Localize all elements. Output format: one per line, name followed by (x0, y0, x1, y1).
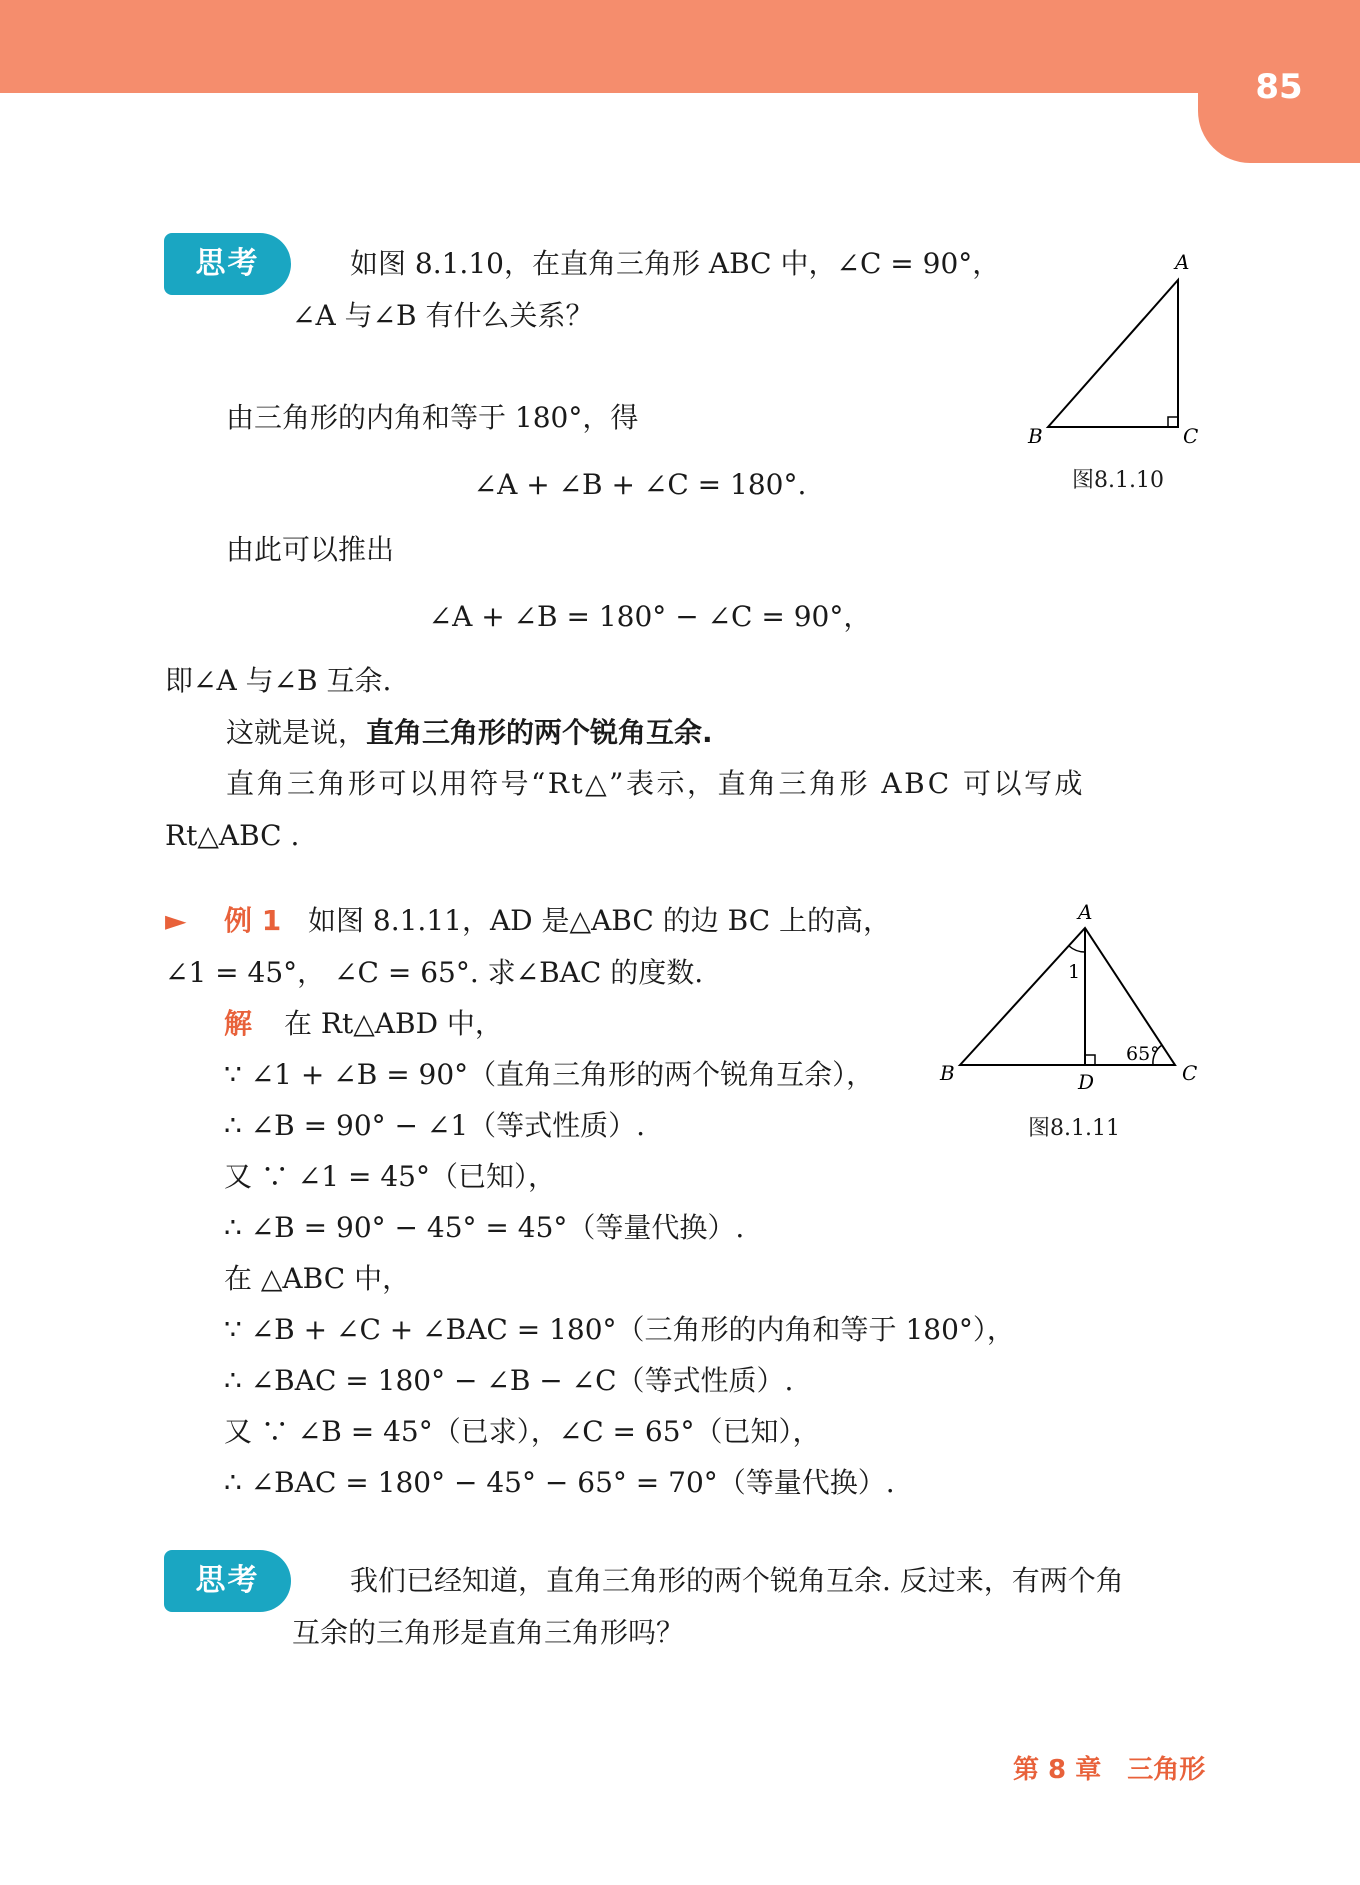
right-angle-mark-c (1168, 417, 1178, 427)
chapter-footer (1013, 1752, 1231, 1788)
fig2-angle-1: 1 (1068, 961, 1081, 983)
example-marker: ► (165, 904, 187, 937)
solution-step-8: ∴ ∠BAC = 180° − ∠B − ∠C（等式性质）. (224, 1364, 794, 1397)
figure2-caption: 图8.1.11 (1028, 1116, 1120, 1141)
body-p1: 由三角形的内角和等于 180°，得 (226, 401, 639, 434)
solution-step-5: ∴ ∠B = 90° − 45° = 45°（等量代换）. (224, 1211, 745, 1244)
fig2-label-d: D (1078, 1070, 1095, 1094)
fig2-label-b: B (940, 1061, 955, 1085)
page-number-tab (1198, 0, 1360, 163)
body-p4-bold: 直角三角形的两个锐角互余. (366, 716, 713, 749)
body-p2: 由此可以推出 (226, 533, 395, 566)
think2-line1: 我们已经知道，直角三角形的两个锐角互余. 反过来，有两个角 (350, 1564, 1124, 1597)
figure-8-1-10 (1020, 245, 1220, 455)
think1-line2: ∠A 与∠B 有什么关系？ (292, 299, 594, 332)
angle-1-arc (1069, 946, 1085, 952)
think1-line1: 如图 8.1.10，在直角三角形 ABC 中，∠C = 90°， (350, 247, 1001, 280)
solution-step-9: 又 ∵ ∠B = 45°（已求），∠C = 65°（已知）， (224, 1415, 821, 1448)
fig1-label-c: C (1183, 424, 1199, 448)
body-p3: 即∠A 与∠B 互余. (165, 664, 392, 697)
fig2-label-c: C (1182, 1061, 1198, 1085)
footer-title: 三角形 (1127, 1755, 1206, 1785)
body-p4 (226, 713, 713, 753)
equation-2: ∠A + ∠B = 180° − ∠C = 90°， (428, 600, 872, 633)
think-badge-1: 思考 (164, 233, 291, 295)
fig1-label-b: B (1028, 424, 1043, 448)
header-band (0, 0, 1360, 93)
think2-line2: 互余的三角形是直角三角形吗？ (292, 1616, 685, 1649)
body-p4-prefix: 这就是说， (226, 716, 367, 749)
solution-step-4: 又 ∵ ∠1 = 45°（已知）， (224, 1160, 556, 1193)
equation-1: ∠A + ∠B + ∠C = 180°. (473, 468, 807, 501)
fig2-label-a: A (1078, 900, 1093, 924)
page-number: 85 (1255, 67, 1303, 107)
example-label: 例 1 (224, 904, 282, 937)
example-line2: ∠1 = 45°， ∠C = 65°. 求∠BAC 的度数. (165, 956, 704, 989)
solution-step-3: ∴ ∠B = 90° − ∠1（等式性质）. (224, 1109, 646, 1142)
solution-step-10: ∴ ∠BAC = 180° − 45° − 65° = 70°（等量代换）. (224, 1466, 895, 1499)
solution-step-7: ∵ ∠B + ∠C + ∠BAC = 180°（三角形的内角和等于 180°）， (224, 1313, 1015, 1346)
solution-step-2: ∵ ∠1 + ∠B = 90°（直角三角形的两个锐角互余）， (224, 1058, 875, 1091)
figure1-caption: 图8.1.10 (1072, 468, 1164, 493)
fig1-label-a: A (1175, 250, 1190, 274)
right-angle-mark-d (1085, 1055, 1095, 1065)
solution-step-6: 在 △ABC 中， (224, 1262, 411, 1295)
solution-step-1: 在 Rt△ABD 中， (284, 1007, 503, 1040)
figure-8-1-11 (930, 900, 1210, 1100)
fig2-angle-c: 65° (1126, 1043, 1160, 1065)
body-p5: 直角三角形可以用符号“Rt△”表示，直角三角形 ABC 可以写成 (226, 767, 1086, 800)
footer-chapter: 第 8 章 (1013, 1755, 1102, 1785)
solution-label: 解 (224, 1007, 253, 1040)
triangle-abc (1048, 280, 1178, 427)
think-badge-2: 思考 (164, 1550, 291, 1612)
body-p6: Rt△ABC . (165, 819, 300, 852)
example-line1: 如图 8.1.11，AD 是△ABC 的边 BC 上的高， (308, 904, 892, 937)
